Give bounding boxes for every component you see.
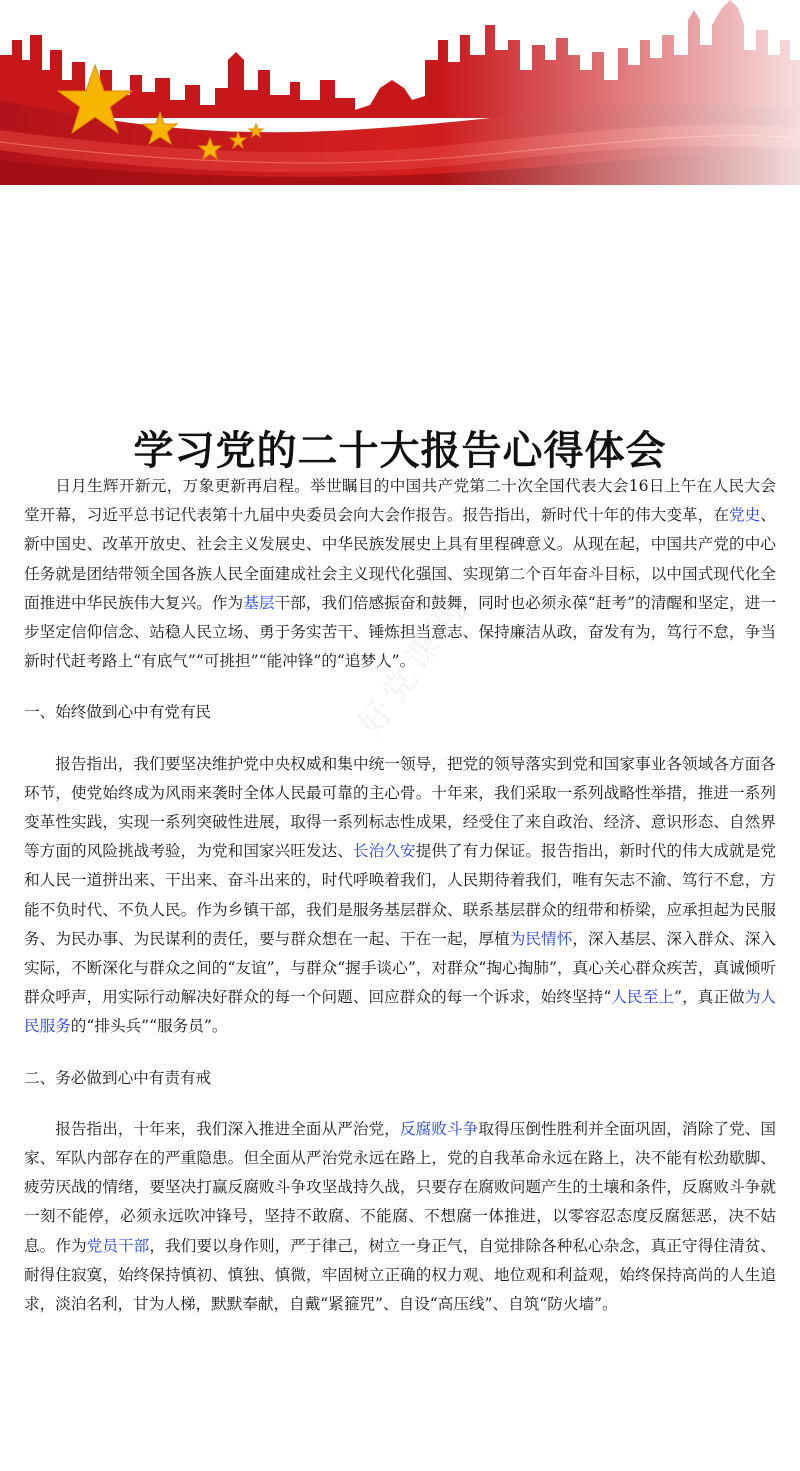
section-heading-2: 二、务必做到心中有责有戒: [24, 1068, 212, 1087]
text: ，深入基层、深入群众、深入实际，不断深化与群众之间的“友谊”，与群众“握手谈心”，对群众“掏心掏肺”，真心关心群众疾苦，真诚倾听群众呼声，用实际行动解决好群众的每一个问题、回应群众的每一个诉求，始终坚持“: [24, 929, 776, 1007]
text: 日月生辉开新元，万象更新再启程。举世瞩目的中国共产党第二十次全国代表大会16日上午在人民大会堂开幕，习近平总书记代表第十九届中央委员会向大会作报告。报告指出，新时代十年的伟大变革，在: [24, 477, 776, 525]
watermark: 好党课网: [350, 589, 476, 744]
text: 、新中国史、改革开放史、社会主义发展史、中华民族发展史上具有里程碑意义。从现在起，中国共产党的中心任务就是团结带领全国各族人民全面建成社会主义现代化强国、实现第二个百年奋斗目标，以中国式现代化全面推进中华民族伟大复兴。作为: [24, 506, 776, 612]
paragraph-intro: [24, 472, 776, 676]
link-renminzhishang[interactable]: 人民至上: [611, 988, 675, 1007]
paragraph-section-2: [24, 1115, 776, 1319]
page-title: 学习党的二十大报告心得体会: [133, 427, 667, 474]
link-dangyuanganbu[interactable]: 党员干部: [86, 1236, 150, 1255]
text: 干部，我们倍感振奋和鼓舞，同时也必须永葆“赶考”的清醒和坚定，进一步坚定信仰信念、站稳人民立场、勇于务实苦干、锤炼担当意志、保持廉洁从政，奋发有为，笃行不怠，争当新时代赶考路上“有底气”“可挑担”“能冲锋”的“追梦人”。: [24, 593, 776, 671]
city-skyline-banner-graphic: [0, 0, 800, 185]
text: 报告指出，十年来，我们深入推进全面从严治党，: [55, 1119, 400, 1138]
text: ”，真正做: [674, 988, 745, 1007]
text: ，我们要以身作则，严于律己，树立一身正气，自觉排除各种私心杂念，真正守得住清贫、耐得住寂寞，始终保持慎初、慎独、慎微，牢固树立正确的权力观、地位观和利益观，始终保持高尚的人生追求，淡泊名利，甘为人梯，默默奉献，自戴“紧箍咒”、自设“高压线”、自筑“防火墙”。: [24, 1236, 776, 1314]
link-dangshi[interactable]: 党史: [729, 506, 761, 525]
link-changzhijiuan[interactable]: 长治久安: [353, 842, 416, 861]
article-body: [24, 472, 776, 1319]
link-weiminqinghuai[interactable]: 为民情怀: [509, 929, 573, 948]
paragraph-section-1: [24, 750, 776, 1042]
link-weirenminfuwu[interactable]: 为人民服务: [24, 988, 776, 1036]
link-jiceng[interactable]: 基层: [243, 593, 275, 612]
text: 提供了有力保证。报告指出，新时代的伟大成就是党和人民一道拼出来、干出来、奋斗出来的，时代呼唤着我们，人民期待着我们，唯有矢志不渝、笃行不怠，方能不负时代、不负人民。作为乡镇干部，我们是服务基层群众、联系基层群众的纽带和桥梁，应承担起为民服务、为民办事、为民谋利的责任，要与群众想在一起、干在一起，厚植: [24, 842, 776, 948]
text: 取得压倒性胜利并全面巩固，消除了党、国家、军队内部存在的严重隐患。但全面从严治党永远在路上，党的自我革命永远在路上，决不能有松劲歇脚、疲劳厌战的情绪，要坚决打赢反腐败斗争攻坚战持久战，只要存在腐败问题产生的土壤和条件，反腐败斗争就一刻不能停，必须永远吹冲锋号，坚持不敢腐、不能腐、不想腐一体推进，以零容忍态度反腐惩恶，决不姑息。作为: [24, 1119, 776, 1255]
section-heading-1: 一、始终做到心中有党有民: [24, 703, 212, 722]
text: 的“排头兵”“服务员”。: [70, 1017, 228, 1036]
header-banner: [0, 0, 800, 185]
text: 报告指出，我们要坚决维护党中央权威和集中统一领导，把党的领导落实到党和国家事业各领域各方面各环节，使党始终成为风雨来袭时全体人民最可靠的主心骨。十年来，我们采取一系列战略性举措，推进一系列变革性实践，实现一系列突破性进展，取得一系列标志性成果，经受住了来自政治、经济、意识形态、自然界等方面的风险挑战考验，为党和国家兴旺发达、: [24, 754, 776, 861]
link-fanfubaidouzheng[interactable]: 反腐败斗争: [399, 1119, 479, 1138]
